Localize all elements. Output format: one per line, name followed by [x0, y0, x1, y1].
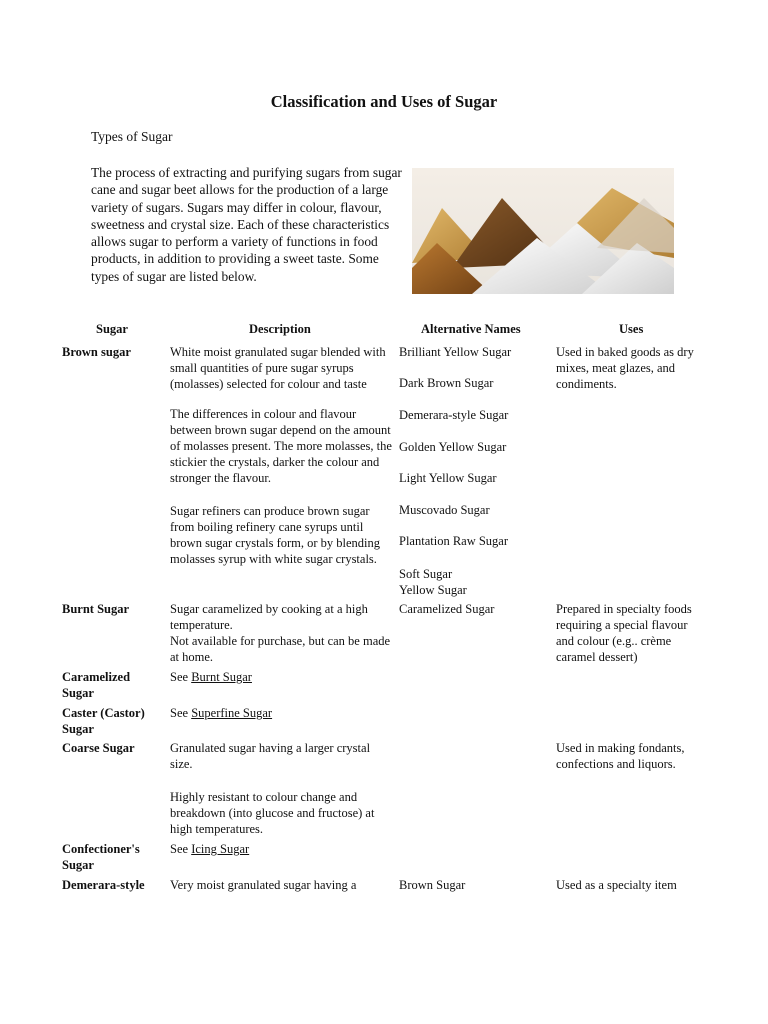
- intro-paragraph: The process of extracting and purifying sugars from sugar cane and sugar beet allows for the production of a large variety of sugars. Sugars may differ in colour, flavour, sweetness and crystal size. Each of these characteristics allows sugar to perform a variety of functions in food products, in addition to providing a sweet taste. Some types of sugar are listed below.: [91, 165, 402, 284]
- see-reference: [170, 669, 252, 685]
- page-title: Classification and Uses of Sugar: [270, 92, 498, 111]
- see-reference: [170, 705, 272, 721]
- alternative-name: Soft Sugar: [399, 567, 453, 581]
- description-text: Sugar refiners can produce brown sugar from boiling refinery cane syrups until brown sugar crystals form, or by blending molasses syrup with white sugar crystals.: [170, 504, 381, 566]
- alternative-name: Brown Sugar: [399, 878, 466, 892]
- section-heading: Types of Sugar: [91, 129, 173, 144]
- description-text: Granulated sugar having a larger crystal size.: [170, 741, 371, 771]
- alternative-name: Brilliant Yellow Sugar: [399, 345, 512, 359]
- alternative-name: Yellow Sugar: [399, 583, 467, 597]
- description-text: White moist granulated sugar blended with small quantities of pure sugar syrups (molasses) selected for colour and taste: [170, 345, 386, 391]
- see-label: See: [170, 706, 192, 720]
- uses-text: Prepared in specialty foods requiring a special flavour and colour (e.g.. crème caramel dessert): [556, 602, 692, 664]
- header-uses: Uses: [619, 322, 644, 336]
- description-text: Very moist granulated sugar having a: [170, 878, 357, 892]
- sugar-name: Caster (Castor) Sugar: [62, 706, 145, 736]
- sugar-name: Confectioner's Sugar: [62, 842, 140, 872]
- description-text: The differences in colour and flavour between brown sugar depend on the amount of molasses present. The more molasses, the stickier the crystals, darker the colour and stronger the flavour.: [170, 407, 392, 485]
- sugar-name: Burnt Sugar: [62, 602, 130, 616]
- sugar-name: Brown sugar: [62, 345, 131, 359]
- uses-text: Used in baked goods as dry mixes, meat glazes, and condiments.: [556, 345, 694, 391]
- sugar-piles-image: [412, 168, 674, 294]
- description-text: Sugar caramelized by cooking at a high temperature.: [170, 602, 368, 632]
- header-sugar: Sugar: [96, 322, 128, 336]
- see-label: See: [170, 842, 192, 856]
- sugar-name: Demerara-style: [62, 878, 145, 892]
- sugar-name: Caramelized Sugar: [62, 670, 131, 700]
- sugar-name: Coarse Sugar: [62, 741, 135, 755]
- alternative-name: Light Yellow Sugar: [399, 471, 497, 485]
- alternative-name: Demerara-style Sugar: [399, 408, 509, 422]
- description-text: Highly resistant to colour change and breakdown (into glucose and fructose) at high temperatures.: [170, 790, 375, 836]
- see-link[interactable]: Burnt Sugar: [191, 670, 252, 684]
- see-link[interactable]: Superfine Sugar: [191, 706, 273, 720]
- see-label: See: [170, 670, 192, 684]
- alternative-name: Golden Yellow Sugar: [399, 440, 507, 454]
- alternative-name: Plantation Raw Sugar: [399, 534, 509, 548]
- alternative-name: Caramelized Sugar: [399, 602, 495, 616]
- alternative-name: Dark Brown Sugar: [399, 376, 494, 390]
- uses-text: Used in making fondants, confections and liquors.: [556, 741, 685, 771]
- see-link[interactable]: Icing Sugar: [191, 842, 250, 856]
- see-reference: [170, 841, 249, 857]
- description-text: Not available for purchase, but can be made at home.: [170, 634, 391, 664]
- header-alternative-names: Alternative Names: [421, 322, 521, 336]
- alternative-name: Muscovado Sugar: [399, 503, 490, 517]
- header-description: Description: [249, 322, 311, 336]
- uses-text: Used as a specialty item: [556, 878, 677, 892]
